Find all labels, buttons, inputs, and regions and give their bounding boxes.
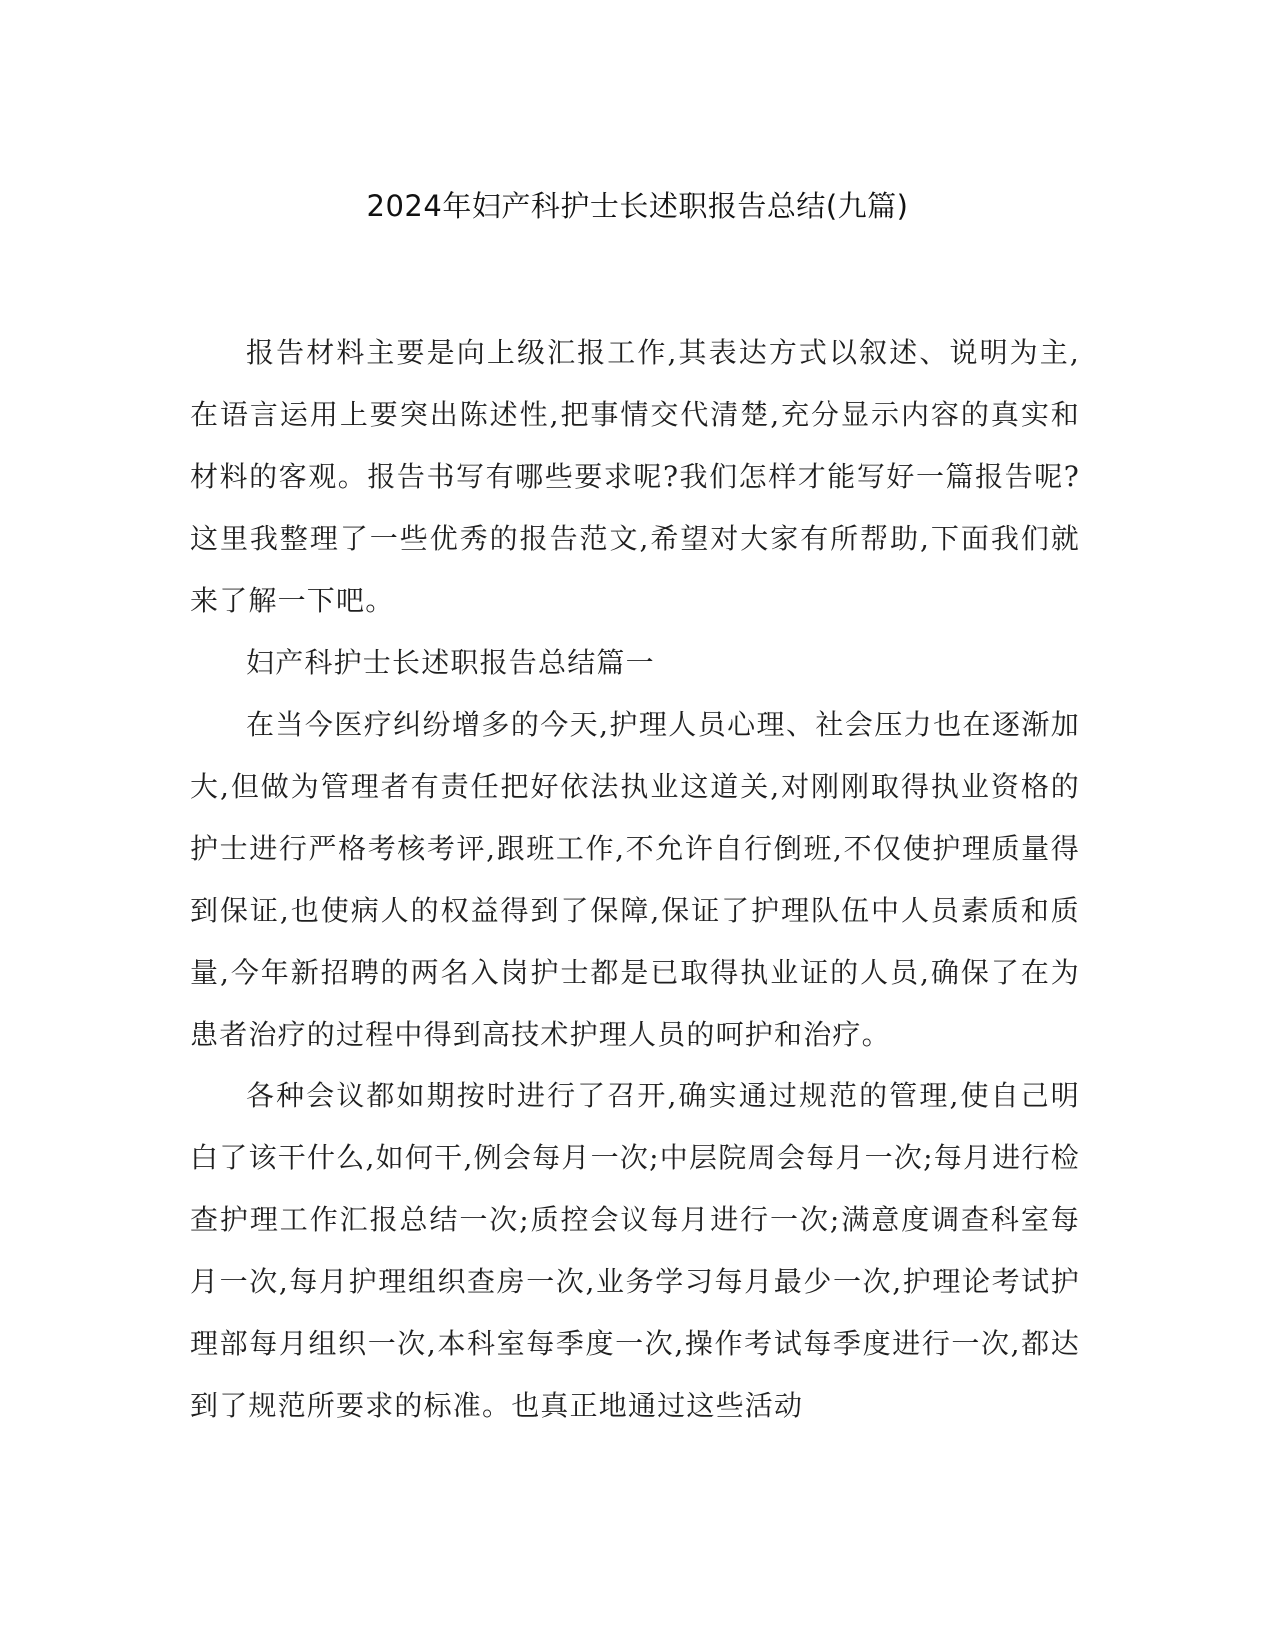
section-heading-text: 妇产科护士长述职报告总结篇一 [246,646,655,679]
intro-paragraph [190,322,1080,632]
document-title: 2024年妇产科护士长述职报告总结(九篇) [366,189,909,223]
paragraph-1-text: 在当今医疗纠纷增多的今天,护理人员心理、社会压力也在逐渐加大,但做为管理者有责任把好依法执业这道关,对刚刚取得执业资格的护士进行严格考核考评,跟班工作,不允许自行倒班,不仅使护理质量得到保证,也使病人的权益得到了保障,保证了护理队伍中人员素质和质量,今年新招聘的两名入岗护士都是已取得执业证的人员,确保了在为患者治疗的过程中得到高技术护理人员的呵护和治疗。 [190,708,1080,1051]
section-heading [190,632,1080,694]
paragraph-2-text: 各种会议都如期按时进行了召开,确实通过规范的管理,使自己明白了该干什么,如何干,例会每月一次;中层院周会每月一次;每月进行检查护理工作汇报总结一次;质控会议每月进行一次;满意度调查科室每月一次,每月护理组织查房一次,业务学习每月最少一次,护理论考试护理部每月组织一次,本科室每季度一次,操作考试每季度进行一次,都达到了规范所要求的标准。也真正地通过这些活动 [190,1079,1080,1422]
paragraph-1 [190,694,1080,1066]
intro-text: 报告材料主要是向上级汇报工作,其表达方式以叙述、说明为主,在语言运用上要突出陈述性,把事情交代清楚,充分显示内容的真实和材料的客观。报告书写有哪些要求呢?我们怎样才能写好一篇报告呢?这里我整理了一些优秀的报告范文,希望对大家有所帮助,下面我们就来了解一下吧。 [190,336,1080,617]
paragraph-2 [190,1065,1080,1437]
